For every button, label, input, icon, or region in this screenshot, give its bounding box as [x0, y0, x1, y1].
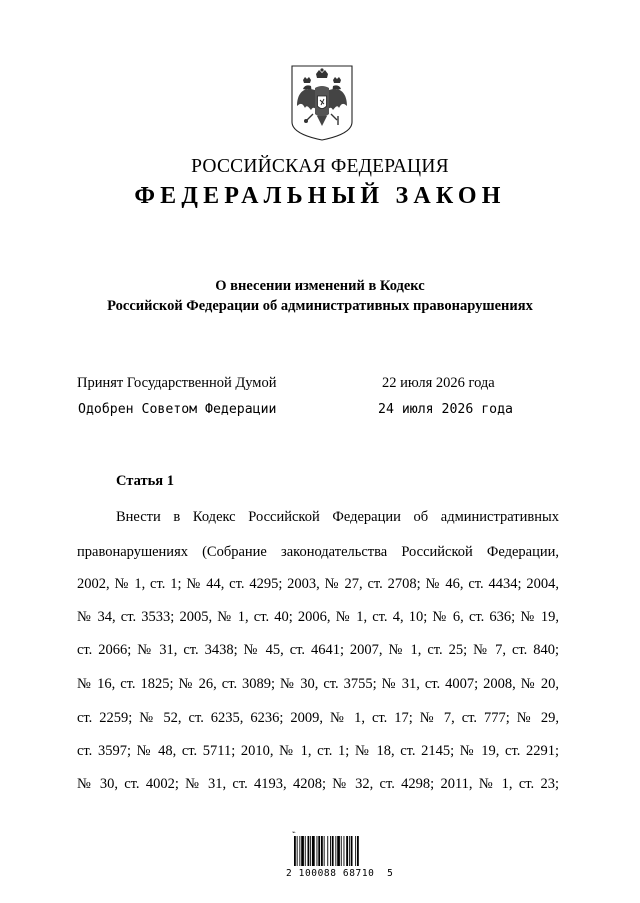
barcode-bar [327, 836, 328, 866]
barcode-bar [305, 836, 306, 866]
article-text-line: 2002, № 1, ст. 1; № 44, ст. 4295; 2003, № 27, ст. 2708; № 46, ст. 4434; 2004, [77, 576, 559, 592]
country-name: РОССИЙСКАЯ ФЕДЕРАЦИЯ [191, 156, 449, 177]
svg-text:⌁: ⌁ [292, 829, 296, 836]
barcode-bar [346, 836, 348, 866]
article-text-line: ст. 2066; № 31, ст. 3438; № 45, ст. 4641; 2007, № 1, ст. 25; № 7, ст. 840; [77, 642, 559, 658]
barcode-bar [321, 836, 323, 866]
barcode-bar [324, 836, 325, 866]
barcode-bar [344, 836, 345, 866]
barcode-bar [355, 836, 356, 866]
barcode-bar [308, 836, 310, 866]
barcode-bar [312, 836, 315, 866]
council-approval-date: 24 июля 2026 года [378, 402, 513, 417]
council-approval-label: Одобрен Советом Федерации [78, 402, 277, 417]
duma-adoption-label: Принят Государственной Думой [77, 375, 277, 391]
barcode-bar [335, 836, 336, 866]
article-text-line: № 34, ст. 3533; 2005, № 1, ст. 40; 2006, № 1, ст. 4, 10; № 6, ст. 636; № 19, [77, 609, 559, 625]
barcode-bar [297, 836, 298, 866]
barcode-bar [299, 836, 300, 866]
barcode-bar [317, 836, 318, 866]
law-subject-line-1: О внесении изменений в Кодекс [215, 278, 425, 294]
article-text-line: Внести в Кодекс Российской Федерации об административных [116, 509, 559, 525]
barcode-bar [330, 836, 331, 866]
article-text-line: правонарушениях (Собрание законодательства Российской Федерации, [77, 544, 559, 560]
article-text-line: ст. 2259; № 52, ст. 6235, 6236; 2009, № 1, ст. 17; № 7, ст. 777; № 29, [77, 710, 559, 726]
article-heading: Статья 1 [116, 473, 174, 489]
barcode-bar [341, 836, 342, 866]
barcode-number: 2 100088 68710 5 [286, 868, 394, 879]
barcode-bar [310, 836, 311, 866]
document-type-title: ФЕДЕРАЛЬНЫЙ ЗАКОН [134, 183, 506, 209]
barcode-bar [351, 836, 353, 866]
article-text-line: № 30, ст. 4002; № 31, ст. 4193, 4208; № 32, ст. 4298; 2011, № 1, ст. 23; [77, 776, 559, 792]
barcode-bar [349, 836, 350, 866]
barcode-bar [332, 836, 334, 866]
barcode-bar [357, 836, 359, 866]
article-text-line: № 16, ст. 1825; № 26, ст. 3089; № 30, ст. 3755; № 31, ст. 4007; 2008, № 20, [77, 676, 559, 692]
article-text-line: ст. 3597; № 48, ст. 5711; 2010, № 1, ст. 1; № 18, ст. 2145; № 19, ст. 2291; [77, 743, 559, 759]
barcode-bar [318, 836, 320, 866]
law-subject-line-2: Российской Федерации об административных правонарушениях [107, 298, 533, 314]
duma-adoption-date: 22 июля 2026 года [382, 375, 495, 391]
barcode-bar [337, 836, 340, 866]
barcode-bar [294, 836, 296, 866]
coat-of-arms-icon [289, 64, 355, 142]
barcode-bar [301, 836, 304, 866]
